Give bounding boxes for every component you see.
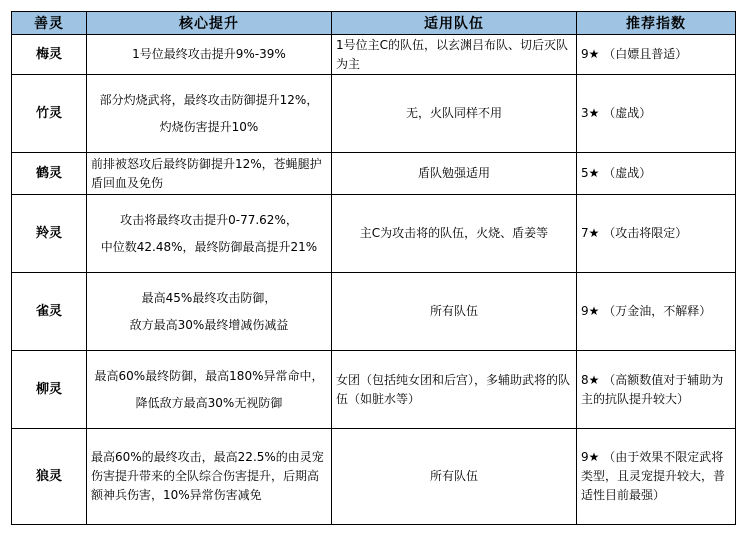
header-core-boost: 核心提升 xyxy=(87,12,332,35)
spirit-table xyxy=(11,11,736,525)
core-boost-cell xyxy=(87,75,332,153)
team-text: 主C为攻击将的队伍，火烧、盾姜等 xyxy=(359,226,549,240)
team-cell xyxy=(332,195,577,273)
team-cell xyxy=(332,351,577,429)
spirit-name: 狼灵 xyxy=(12,429,87,525)
team-text: 无，火队同样不用 xyxy=(405,106,502,120)
spirit-name: 羚灵 xyxy=(12,195,87,273)
spirit-name: 雀灵 xyxy=(12,273,87,351)
core-boost-text: 中位数42.48%，最终防御最高提升21% xyxy=(100,239,318,254)
rating-text: 9★ （白嫖且普适） xyxy=(581,47,688,61)
team-text: 女团（包括纯女团和后宫），多辅助武将的队伍（如脏水等） xyxy=(336,372,571,406)
core-boost-text: 前排被怒攻后最终防御提升12%，苍蝇腿护盾回血及免伤 xyxy=(91,156,322,190)
team-text: 盾队勉强适用 xyxy=(417,166,490,180)
table-row xyxy=(12,153,736,195)
rating-text: 9★ （万金油，不解释） xyxy=(581,304,712,318)
spirit-name: 鹤灵 xyxy=(12,153,87,195)
rating-text: 3★ （虚战） xyxy=(581,106,652,120)
table-row xyxy=(12,351,736,429)
table-row xyxy=(12,195,736,273)
table-row xyxy=(12,35,736,75)
core-boost-text: 最高60%的最终攻击，最高22.5%的由灵宠伤害提升带来的全队综合伤害提升，后期高额神兵伤害，10%异常伤害减免 xyxy=(91,450,324,502)
team-cell xyxy=(332,273,577,351)
rating-cell xyxy=(577,195,736,273)
table-row xyxy=(12,429,736,525)
core-boost-cell xyxy=(87,351,332,429)
core-boost-text: 部分灼烧武将，最终攻击防御提升12%， xyxy=(99,92,319,107)
team-cell xyxy=(332,75,577,153)
team-text: 所有队伍 xyxy=(429,304,478,318)
rating-cell xyxy=(577,351,736,429)
core-boost-cell xyxy=(87,153,332,195)
core-boost-cell xyxy=(87,429,332,525)
core-boost-text: 降低敌方最高30%无视防御 xyxy=(135,395,283,410)
core-boost-cell xyxy=(87,35,332,75)
core-boost-text: 1号位最终攻击提升9%-39% xyxy=(132,47,286,61)
table-row xyxy=(12,273,736,351)
header-team: 适用队伍 xyxy=(332,12,577,35)
header-spirit: 善灵 xyxy=(12,12,87,35)
table-row xyxy=(12,75,736,153)
team-cell xyxy=(332,429,577,525)
team-cell xyxy=(332,35,577,75)
rating-cell xyxy=(577,75,736,153)
rating-cell xyxy=(577,153,736,195)
core-boost-cell xyxy=(87,195,332,273)
rating-text: 8★ （高额数值对于辅助为主的抗队提升较大） xyxy=(581,372,724,406)
team-cell xyxy=(332,153,577,195)
rating-text: 7★ （攻击将限定） xyxy=(581,226,688,240)
core-boost-cell xyxy=(87,273,332,351)
core-boost-text: 最高45%最终攻击防御， xyxy=(141,290,277,305)
rating-cell xyxy=(577,35,736,75)
rating-cell xyxy=(577,273,736,351)
team-text: 1号位主C的队伍，以玄渊吕布队、切后灭队为主 xyxy=(336,37,569,71)
spirit-name: 梅灵 xyxy=(12,35,87,75)
header-rating: 推荐指数 xyxy=(577,12,736,35)
rating-text: 9★ （由于效果不限定武将类型，且灵宠提升较大，普适性目前最强） xyxy=(581,450,726,502)
rating-cell xyxy=(577,429,736,525)
core-boost-text: 灼烧伤害提升10% xyxy=(159,119,259,134)
core-boost-text: 最高60%最终防御，最高180%异常命中， xyxy=(94,368,324,383)
table-header-row xyxy=(12,12,736,35)
spirit-name: 柳灵 xyxy=(12,351,87,429)
team-text: 所有队伍 xyxy=(429,469,478,483)
core-boost-text: 攻击将最终攻击提升0-77.62%， xyxy=(120,212,298,227)
rating-text: 5★ （虚战） xyxy=(581,166,652,180)
spirit-name: 竹灵 xyxy=(12,75,87,153)
core-boost-text: 敌方最高30%最终增减伤减益 xyxy=(129,317,289,332)
